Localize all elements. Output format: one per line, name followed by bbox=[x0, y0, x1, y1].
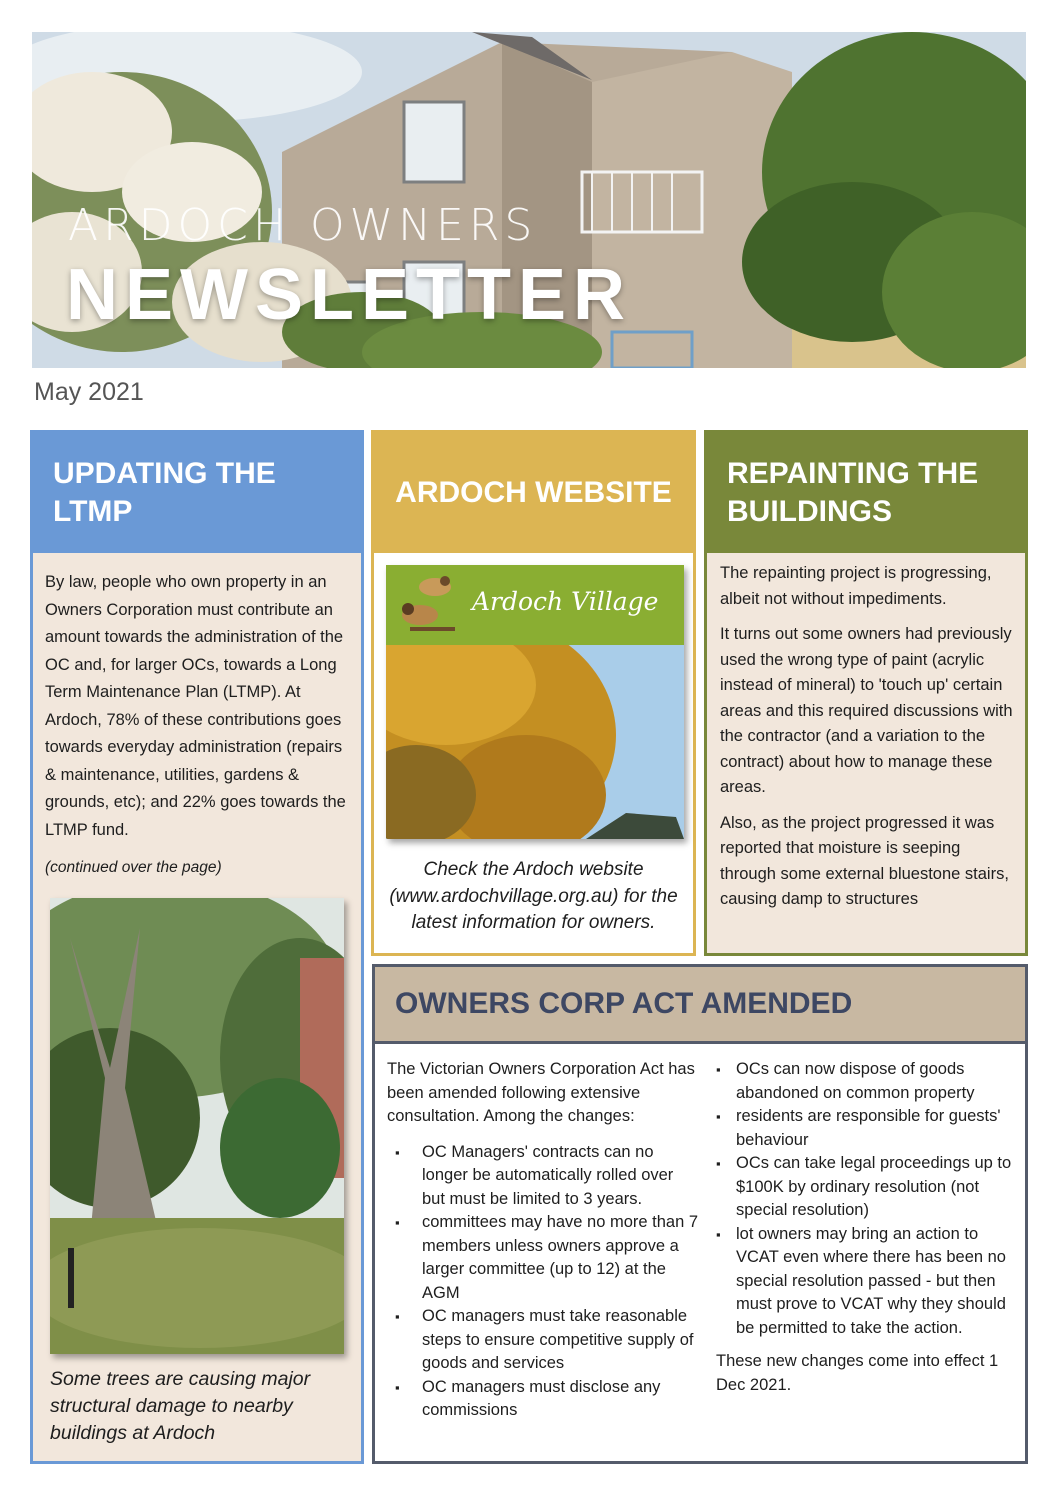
newsletter-kicker: ARDOCH OWNERS bbox=[68, 200, 538, 251]
list-item: ▪ residents are responsible for guests' behaviour bbox=[716, 1105, 1013, 1152]
act-left-column bbox=[387, 1058, 700, 1423]
list-item: ▪ OC Managers' contracts can no longer be automatically rolled over but must be limited to 3 years. bbox=[387, 1141, 700, 1212]
act-intro: The Victorian Owners Corporation Act has been amended following extensive consultation. Among the changes: bbox=[387, 1060, 695, 1125]
ltmp-heading: UPDATING THE LTMP bbox=[33, 433, 361, 553]
act-panel bbox=[372, 964, 1028, 1464]
act-changes-list bbox=[387, 1141, 700, 1423]
hero-banner bbox=[32, 32, 1026, 368]
ltmp-panel bbox=[30, 430, 364, 1464]
autumn-tree-photo bbox=[386, 645, 684, 839]
repainting-heading: REPAINTING THE BUILDINGS bbox=[707, 433, 1025, 553]
repainting-paragraph: Also, as the project progressed it was reported that moisture is seeping through some external bluestone stairs, causing damp to structures bbox=[720, 813, 1009, 908]
list-item: ▪ OC managers must disclose any commissions bbox=[387, 1376, 700, 1423]
list-item: ▪ lot owners may bring an action to VCAT even where there has been no special resolution passed - but then must prove to VCAT why they should be permitted to take the action. bbox=[716, 1223, 1013, 1341]
website-heading: ARDOCH WEBSITE bbox=[374, 433, 693, 553]
site-banner bbox=[386, 565, 684, 645]
act-heading: OWNERS CORP ACT AMENDED bbox=[375, 967, 1025, 1044]
issue-date: May 2021 bbox=[34, 378, 144, 406]
website-panel bbox=[371, 430, 696, 956]
website-caption: Check the Ardoch website (www.ardochvillage.org.au) for the latest information for owners. bbox=[389, 859, 678, 933]
ltmp-body: By law, people who own property in an Owners Corporation must contribute an amount towards the administration of the OC and, for larger OCs, towards a Long Term Maintenance Plan (LTMP). At Ardoch, 78% of these contributions goes towards everyday administration (repairs & maintenance, utilities, gardens & grounds, etc); and 22% goes towards the LTMP fund. bbox=[45, 573, 346, 839]
bird-icon bbox=[390, 565, 470, 645]
list-item: ▪ committees may have no more than 7 members unless owners approve a larger committee (up to 12) at the AGM bbox=[387, 1211, 700, 1305]
act-right-column bbox=[700, 1058, 1013, 1423]
list-item: ▪ OCs can now dispose of goods abandoned on common property bbox=[716, 1058, 1013, 1105]
garden-tree-photo bbox=[50, 898, 344, 1354]
newsletter-title: NEWSLETTER bbox=[66, 255, 632, 335]
website-screenshot bbox=[386, 565, 684, 839]
act-changes-list bbox=[716, 1058, 1013, 1340]
act-effective-date: These new changes come into effect 1 Dec 2021. bbox=[716, 1352, 999, 1394]
list-item: ▪ OC managers must take reasonable steps to ensure competitive supply of goods and services bbox=[387, 1305, 700, 1376]
tree-photo-caption: Some trees are causing major structural damage to nearby buildings at Ardoch bbox=[50, 1367, 311, 1444]
repainting-paragraph: It turns out some owners had previously used the wrong type of paint (acrylic instead of mineral) to 'touch up' certain areas and this required discussions with the contractor (and a variation to the contract) about how to manage these areas. bbox=[720, 625, 1013, 796]
list-item: ▪ OCs can take legal proceedings up to $100K by ordinary resolution (not special resolution) bbox=[716, 1152, 1013, 1223]
continued-note: (continued over the page) bbox=[45, 859, 222, 876]
site-name: Ardoch Village bbox=[472, 587, 659, 616]
repainting-paragraph: The repainting project is progressing, albeit not without impediments. bbox=[720, 564, 992, 608]
repainting-panel bbox=[704, 430, 1028, 956]
